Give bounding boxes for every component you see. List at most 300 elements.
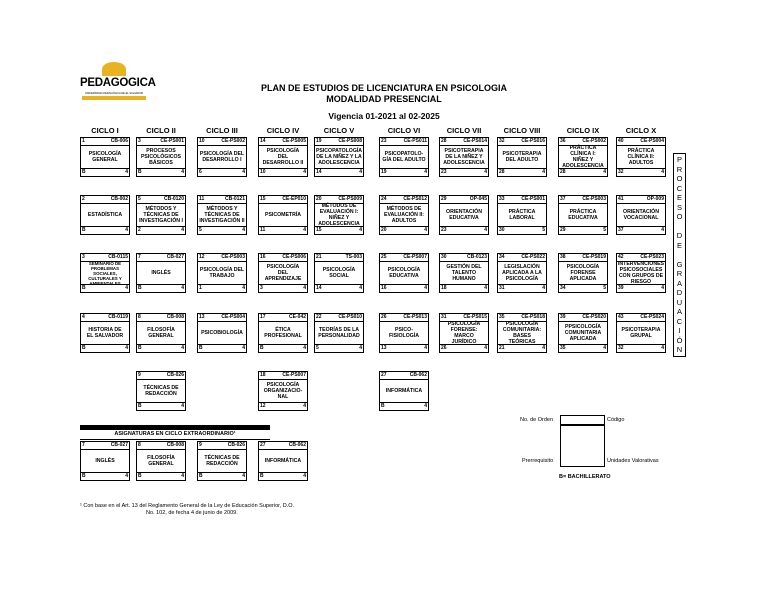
course-code: CE-PS009 [338,196,362,202]
proceso-letter: R [676,164,683,174]
course-box [379,253,429,293]
course-units: 4 [424,285,427,291]
course-name: MÉTODOS Y TÉCNICAS DE INVESTIGACIÓN II [199,206,245,224]
course-units: 4 [484,227,487,233]
course-code: CB-0123 [466,254,487,260]
course-footer [137,284,185,292]
course-order-number: 27 [260,442,266,448]
graduation-process-box [673,153,686,357]
course-code: CE-EP010 [282,196,306,202]
course-code: CB-0119 [108,314,128,320]
course-box [439,253,489,293]
course-prerequisite: 10 [260,169,266,175]
course-name: FILOSOFÍA GENERAL [147,327,175,339]
course-box [314,195,364,235]
course-order-number: 43 [618,314,624,320]
course-code: CB-0115 [108,254,128,260]
course-box [439,313,489,353]
course-order-number: 30 [441,254,447,260]
course-name: ORIENTACIÓN EDUCATIVA [446,209,482,221]
proceso-letter: I [678,326,681,336]
course-order-number: 9 [199,442,202,448]
course-name: PSICOMETRÍA [264,212,302,218]
course-prerequisite: 35 [560,345,566,351]
course-order-number: 29 [441,196,447,202]
course-code: CB-008 [166,442,184,448]
course-units: 4 [242,169,245,175]
course-order-number: 1 [82,138,85,144]
course-order-number: 41 [618,196,624,202]
course-units: 4 [242,345,245,351]
course-code: OP-045 [469,196,487,202]
course-box [197,137,247,177]
course-units: 4 [424,345,427,351]
course-footer [315,284,363,292]
course-order-number: 39 [560,314,566,320]
course-name: PSICOLOGÍA DEL DESARROLLO II [262,148,304,166]
course-prerequisite: 13 [381,345,387,351]
course-order-number: 2 [82,196,85,202]
course-code: CB-027 [110,442,128,448]
course-prerequisite: 6 [199,169,202,175]
extra-section-title: ASIGNATURAS EN CICLO EXTRAORDINARIO¹ [114,431,236,437]
course-name: PRÁCTICA CLÍNICA II: ADULTOS [627,148,655,166]
course-footer [498,168,546,176]
course-units: 4 [424,169,427,175]
course-footer [137,402,185,410]
course-box [497,137,547,177]
course-footer [259,284,307,292]
course-units: 4 [542,285,545,291]
course-name: PSICOLOGÍA COMUNITARIA: BASES TEÓRICAS [502,321,542,345]
course-prerequisite: 5 [316,345,319,351]
legend-order-box [560,415,605,425]
course-code: CB-006 [110,138,128,144]
course-code: CE-PS001 [521,196,545,202]
course-footer [380,344,428,352]
course-code: CE-PS004 [640,138,664,144]
course-box [616,195,666,235]
course-prerequisite: B [82,473,86,479]
course-footer [259,402,307,410]
course-name: ÉTICA PROFESIONAL [264,327,302,339]
course-code: CE-042 [289,314,306,320]
course-box [314,313,364,353]
legend-course-box [560,425,605,467]
course-units: 4 [125,285,128,291]
cycle-header: CICLO IV [266,126,300,135]
course-prerequisite: 18 [441,285,447,291]
course-units: 4 [424,227,427,233]
cycle-header: CICLO I [91,126,119,135]
course-code: CE-PS024 [640,314,664,320]
proceso-letter: A [676,307,682,317]
course-box [558,313,608,353]
proceso-letter: N [676,345,683,355]
proceso-letter [674,222,686,232]
legend-prereq-label: Prerrequisito [522,458,554,464]
course-units: 5 [603,285,606,291]
course-name: PROCESOS PSICOLÓGICOS BÁSICOS [140,148,182,166]
logo-bar [82,96,146,100]
course-prerequisite: B [82,285,86,291]
course-code: CE-PS019 [582,254,606,260]
course-code: CE-PS001 [160,138,184,144]
course-units: 4 [181,403,184,409]
course-code: CE-PS003 [582,196,606,202]
course-box [314,137,364,177]
course-name: PSICOLOGÍA DEL TRABAJO [199,267,245,279]
course-order-number: 42 [618,254,624,260]
course-prerequisite: 26 [441,345,447,351]
course-order-number: 4 [82,314,85,320]
course-order-number: 7 [138,254,141,260]
course-order-number: 40 [618,138,624,144]
course-prerequisite: 11 [260,227,266,233]
course-prerequisite: 21 [499,345,505,351]
course-order-number: 11 [199,196,205,202]
course-units: 4 [661,285,664,291]
course-order-number: 34 [499,254,505,260]
course-order-number: 5 [138,196,141,202]
course-box [80,137,130,177]
cycle-header: CICLO V [323,126,355,135]
course-units: 4 [661,227,664,233]
course-box [558,137,608,177]
course-name: PSICOLOGÍA DEL APRENDIZAJE [264,264,302,282]
course-box [379,195,429,235]
course-box [497,313,547,353]
course-order-number: 12 [199,254,205,260]
course-box [497,253,547,293]
course-units: 4 [125,227,128,233]
course-prerequisite: B [260,473,264,479]
course-footer [81,284,129,292]
course-footer [380,284,428,292]
proceso-letter: P [676,155,682,165]
plan-title: PLAN DE ESTUDIOS DE LICENCIATURA EN PSICOLOGIA [260,83,507,93]
footnote [80,503,294,517]
course-name: PSICOLOGÍA FORENSE APLICADA [566,264,600,282]
course-code: CE-PS002 [221,138,245,144]
course-code: CE-PS020 [582,314,606,320]
proceso-letter [674,250,686,260]
proceso-letter: E [676,240,682,250]
logo-subtitle: UNIVERSIDAD PEDAGÓGICA DE EL SALVADOR [84,92,144,95]
course-prerequisite: 32 [618,169,624,175]
course-code: CB-062 [288,442,306,448]
course-prerequisite: 5 [199,227,202,233]
course-name: ESTADÍSTICA [87,212,123,218]
course-prerequisite: B [381,403,385,409]
course-units: 5 [603,227,606,233]
course-order-number: 28 [441,138,447,144]
course-prerequisite: B [138,473,142,479]
course-box [258,441,308,481]
course-order-number: 32 [499,138,505,144]
course-box [497,195,547,235]
course-footer [315,344,363,352]
course-units: 4 [303,345,306,351]
course-order-number: 8 [138,314,141,320]
course-name: TÉCNICAS DE REDACCIÓN [204,455,240,467]
course-code: CE-PS016 [521,138,545,144]
course-prerequisite: 23 [441,227,447,233]
course-name: PSICOLOGÍA DEL DESARROLLO I [199,151,245,163]
course-footer [380,226,428,234]
course-footer [498,226,546,234]
course-name: PRÁCTICA LABORAL [508,209,536,221]
course-footer [559,168,607,176]
course-units: 4 [303,403,306,409]
course-prerequisite: 14 [316,169,322,175]
course-order-number: 37 [560,196,566,202]
course-prerequisite: 31 [499,285,505,291]
course-name: LEGISLACIÓN APLICADA A LA PSICOLOGÍA [502,264,542,282]
course-code: CB-062 [409,372,427,378]
course-prerequisite: B [138,345,142,351]
course-footer [259,472,307,480]
course-prerequisite: B [199,473,203,479]
course-box [80,441,130,481]
cycle-header: CICLO IX [566,126,600,135]
course-footer [259,226,307,234]
course-name: PSICOLOGÍA SOCIAL [322,267,356,279]
course-footer [198,226,246,234]
course-box [439,195,489,235]
course-box [558,195,608,235]
course-prerequisite: 34 [560,285,566,291]
course-prerequisite: 20 [381,227,387,233]
proceso-letter: A [676,278,682,288]
proceso-letter: D [676,288,683,298]
course-order-number: 3 [82,254,85,260]
course-order-number: 8 [138,442,141,448]
course-code: OP-009 [646,196,664,202]
course-units: 4 [542,169,545,175]
course-footer [259,168,307,176]
course-prerequisite: B [138,403,142,409]
course-name: MÉTODOS DE EVALUACIÓN I: NIÑEZ Y ADOLESCENCIA [318,203,360,227]
course-prerequisite: B [199,345,203,351]
course-prerequisite: 39 [618,285,624,291]
course-box [616,137,666,177]
course-box [258,313,308,353]
course-footer [198,344,246,352]
course-prerequisite: B [138,285,142,291]
course-code: CE-PS005 [282,138,306,144]
course-box [80,313,130,353]
course-box [558,253,608,293]
cycle-header: CICLO III [206,126,238,135]
course-units: 4 [661,169,664,175]
course-name: PSICOTERAPIA GRUPAL [621,327,661,339]
course-name: INTERVENCIONES PSICOSOCIALES CON GRUPOS DE RIESGO [617,261,665,285]
course-code: CE-PS002 [582,138,606,144]
course-prerequisite: 19 [381,169,387,175]
course-box [379,371,429,411]
course-units: 4 [359,227,362,233]
course-prerequisite: B [82,345,86,351]
course-order-number: 27 [381,372,387,378]
course-footer [440,226,488,234]
course-name: PSICOLOGÍA EDUCATIVA [387,267,421,279]
course-code: CE-PS007 [282,372,306,378]
cycle-header: CICLO VIII [503,126,541,135]
extra-section-rule [80,439,270,440]
course-order-number: 33 [499,196,505,202]
course-name: TÉCNICAS DE REDACCIÓN [143,385,179,397]
course-units: 4 [125,473,128,479]
course-footer [137,168,185,176]
proceso-letter: S [676,202,682,212]
course-box [197,313,247,353]
course-order-number: 36 [560,138,566,144]
legend-order-label: No. de Orden [520,417,554,423]
course-code: CB-002 [110,196,128,202]
course-code: CB-0120 [163,196,184,202]
course-footer [315,226,363,234]
course-prerequisite: 2 [138,227,141,233]
course-units: 4 [242,227,245,233]
course-name: PSICOPATOLO- GÍA DEL ADULTO [382,151,426,163]
course-order-number: 21 [316,254,322,260]
course-footer [617,226,665,234]
course-prerequisite: B [260,345,264,351]
course-box [258,195,308,235]
course-footer [559,344,607,352]
course-name: FILOSOFÍA GENERAL [147,455,175,467]
course-footer [81,226,129,234]
course-code: CE-PS011 [403,138,427,144]
cycle-header: CICLO VI [387,126,421,135]
course-code: CE-PS008 [338,138,362,144]
course-prerequisite: 3 [260,285,263,291]
course-order-number: 25 [381,254,387,260]
course-name: PSICOLOGÍA ORGANIZACIO- NAL [263,382,303,400]
course-order-number: 38 [560,254,566,260]
course-units: 4 [484,345,487,351]
legend-bachillerato: B= BACHILLERATO [559,474,611,480]
course-order-number: 17 [260,314,266,320]
course-footer [380,168,428,176]
course-prerequisite: 29 [560,227,566,233]
university-logo [80,62,156,102]
course-order-number: 7 [82,442,85,448]
proceso-letter: G [676,259,683,269]
course-code: CE-PS023 [640,254,664,260]
course-name: MÉTODOS Y TÉCNICAS DE INVESTIGACIÓN I [139,206,183,224]
course-name: PSICOTERAPIA DEL ADULTO [502,151,542,163]
logo-name: PEDAGOGICA [80,77,156,89]
course-prerequisite: 32 [618,345,624,351]
course-units: 5 [542,227,545,233]
course-code: CB-027 [166,254,184,260]
course-code: CE-PS007 [403,254,427,260]
course-units: 4 [359,169,362,175]
course-units: 4 [661,345,664,351]
course-units: 4 [181,345,184,351]
course-order-number: 35 [499,314,505,320]
proceso-letter: U [676,297,683,307]
course-name: PSICOPATOLOGÍA DE LA NIÑEZ Y LA ADOLESCENCIA [315,148,363,166]
course-name: PRÁCTICA CLÍNICA I: NIÑEZ Y ADOLESCENCIA [562,145,604,169]
course-box [136,313,186,353]
course-code: CE-PS015 [463,314,487,320]
course-box [616,253,666,293]
course-box [258,253,308,293]
course-name: PSICOLOGÍA FORENSE: MARCO JURÍDICO [447,321,481,345]
course-footer [498,344,546,352]
course-prerequisite: 1 [199,285,202,291]
legend-uv-label: Unidades Valorativas [607,458,659,464]
course-box [439,137,489,177]
course-box [197,441,247,481]
course-footer [440,344,488,352]
course-units: 4 [125,345,128,351]
course-code: CE-PS010 [338,314,362,320]
course-units: 4 [125,169,128,175]
cycle-header: CICLO VII [446,126,482,135]
course-box [258,137,308,177]
course-code: CB-026 [166,372,184,378]
course-prerequisite: B [82,169,86,175]
course-name: HISTORIA DE EL SALVADOR [86,327,124,339]
course-code: CE-PS004 [221,314,245,320]
course-prerequisite: B [82,227,86,233]
course-code: CE-PS013 [403,314,427,320]
course-prerequisite: 28 [499,169,505,175]
course-footer [315,168,363,176]
course-prerequisite: 37 [618,227,624,233]
course-order-number: 14 [260,138,266,144]
course-name: SEMINARIO DE PROBLEMAS SOCIALES, CULTURALES Y AMBIENTALES [88,260,122,286]
course-box [136,137,186,177]
course-footer [137,226,185,234]
proceso-letter: Ó [676,335,683,345]
course-units: 4 [303,285,306,291]
course-name: INFORMÁTICA [264,458,302,464]
course-footer [81,472,129,480]
course-footer [198,168,246,176]
course-footer [440,168,488,176]
course-box [314,253,364,293]
course-code: CE-PS022 [521,254,545,260]
course-prerequisite: B [138,169,142,175]
course-units: 4 [359,345,362,351]
course-code: CE-PS003 [221,254,245,260]
course-box [379,137,429,177]
proceso-letter: D [676,231,683,241]
course-prerequisite: 30 [499,227,505,233]
course-name: PSICOBIOLOGÍA [201,330,243,336]
course-units: 4 [359,285,362,291]
course-box [80,195,130,235]
course-order-number: 23 [381,138,387,144]
course-code: CE-PS018 [521,314,545,320]
course-order-number: 31 [441,314,447,320]
legend-code-label: Código [607,417,625,423]
cycle-header: CICLO X [625,126,657,135]
sun-emblem-icon [102,62,126,76]
course-order-number: 13 [199,314,205,320]
course-footer [259,344,307,352]
course-code: CB-0121 [224,196,245,202]
course-order-number: 10 [199,138,205,144]
course-footer [137,344,185,352]
course-box [379,313,429,353]
course-order-number: 15 [260,196,266,202]
